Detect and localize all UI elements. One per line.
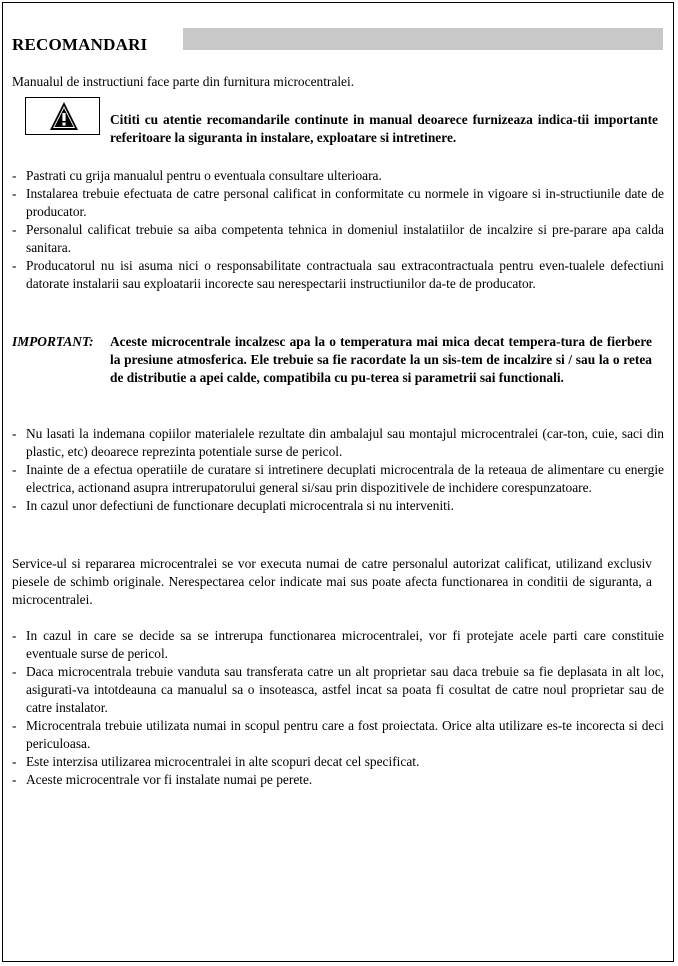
list-item: - Aceste microcentrale vor fi instalate numai pe perete. [12, 772, 313, 787]
list-general [12, 167, 664, 293]
warning-text: Cititi cu atentie recomandarile continute in manual deoarece furnizeaza indica-tii importante referitoare la siguranta in instalare, exploatare si intretinere. [110, 112, 658, 145]
title-row [12, 33, 664, 57]
important-body [12, 333, 652, 387]
list-item: - Nu lasati la indemana copiilor materialele rezultate din ambalajul sau montajul microcentralei (car-ton, cuie, saci din plastic, etc) deoarece reprezinta potentiale surse de pericol. [12, 426, 664, 459]
list-item: - Producatorul nu isi asuma nici o responsabilitate contractuala sau extracontractuala pentru even-tualele defectiuni datorate instalarii sau exploatarii incorecte sau nerespectarii instructiunilor da-te de producator. [12, 258, 664, 291]
intro-text: Manualul de instructiuni face parte din furnitura microcentralei. [12, 74, 355, 89]
service-paragraph: Service-ul si repararea microcentralei se vor executa numai de catre personalul autorizat calificat, utilizand exclusiv piesele de schimb originale. Nerespectarea celor indicate mai sus poate afecta functionarea in conditii de siguranta, a microcentralei. [12, 556, 652, 607]
list-safety [12, 425, 664, 515]
list-item: - Instalarea trebuie efectuata de catre personal calificat in conformitate cu normele in vigoare si in-structiunile date de producator. [12, 186, 664, 219]
list-item: - Inainte de a efectua operatiile de curatare si intretinere decuplati microcentrala de la reteaua de alimentare cu energie electrica, actionand asupra intrerupatorului general si/sau prin dispozitivele de inchidere corespunzatoare. [12, 462, 664, 495]
warning-icon-box [25, 97, 100, 135]
list-item: - In cazul unor defectiuni de functionare decuplati microcentrala si nu interveniti. [12, 498, 454, 513]
list-item: - Daca microcentrala trebuie vanduta sau transferata catre un alt proprietar sau daca trebuie sa fie deplasata in alt loc, asigurati-va intotdeauna ca manualul sa o insoteasca, astfel incat sa poata fi cosultat de catre noul proprietar sau de catre instalator. [12, 664, 664, 715]
title-underline-bar [183, 28, 663, 50]
list-item: - Pastrati cu grija manualul pentru o eventuala consultare ulterioara. [12, 168, 382, 183]
page-title: RECOMANDARI [12, 35, 148, 54]
warning-triangle-icon [49, 101, 79, 132]
list-item: - Personalul calificat trebuie sa aiba competenta tehnica in domeniul instalatiilor de incalzire si pre-parare apa calda sanitara. [12, 222, 664, 255]
important-text: Aceste microcentrale incalzesc apa la o temperatura mai mica decat tempera-tura de fierbere la presiune atmosferica. Ele trebuie sa fie racordate la un sis-tem de incalzire si / sau la o retea de distributie a apei calde, compatibila cu pu-terea si parametrii sai functionali. [110, 334, 652, 385]
important-label: IMPORTANT: [12, 334, 94, 349]
list-item: - In cazul in care se decide sa se intrerupa functionarea microcentralei, vor fi protejate acele parti care constituie eventuale surse de pericol. [12, 628, 664, 661]
list-usage [12, 627, 664, 789]
list-item: - Microcentrala trebuie utilizata numai in scopul pentru care a fost proiectata. Orice alta utilizare es-te incorecta si deci periculoasa. [12, 718, 664, 751]
list-item: - Este interzisa utilizarea microcentralei in alte scopuri decat cel specificat. [12, 754, 420, 769]
